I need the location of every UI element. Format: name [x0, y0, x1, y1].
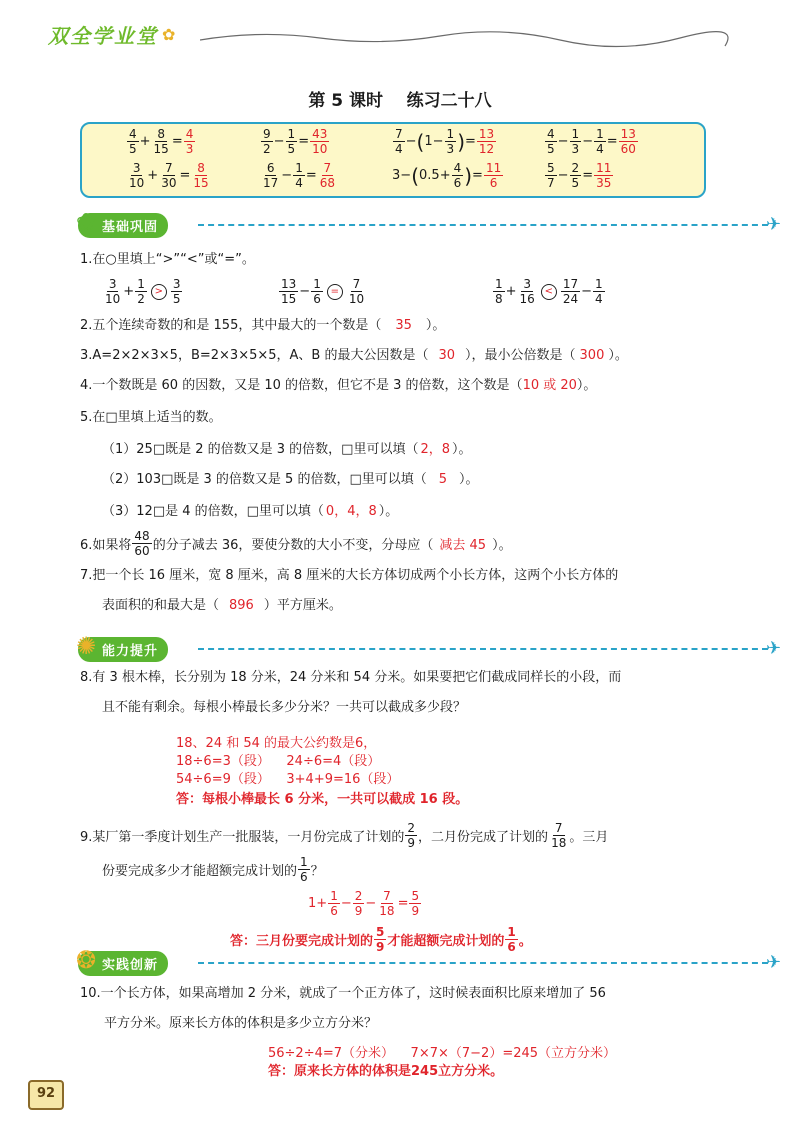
question-6: 6.如果将 48 60 的分子减去 36，要使分数的大小不变，分母应（ 减去 45 ）。 — [80, 529, 512, 558]
butterfly-icon: ✿ — [162, 24, 176, 44]
answer-blank[interactable]: 10 或 20 — [522, 378, 577, 393]
header-wave — [200, 26, 730, 50]
page-title: 第 5 课时 练习二十八 — [308, 91, 492, 111]
answer-blank[interactable]: 2，8 — [420, 442, 450, 457]
question-4: 4.一个数既是 60 的因数，又是 10 的倍数，但它不是 3 的倍数，这个数是（10 或 20）。 — [80, 378, 597, 393]
solution-10-1: 56÷2÷4=7（分米） 7×7×（7−2）=245（立方分米） — [268, 1046, 617, 1061]
section-basic: ❀ 基础巩固 ✈ — [76, 208, 782, 236]
question-2: 2.五个连续奇数的和是 155，其中最大的一个数是（ 35 ）。 — [80, 318, 446, 333]
warmup-item: 3 10 + $\frac{7}{30}$ = $\frac{8}{15}$ — [129, 161, 209, 190]
warmup-item: 4 5 − $\frac{1}{3}$ − $\frac{1}{4}$ = $\frac{13}{60}$ — [547, 127, 636, 156]
question-7-line2: 表面积的和最大是（ 896 ）平方厘米。 — [102, 598, 342, 613]
solution-10-2: 答：原来长方体的体积是245立方分米。 — [268, 1064, 504, 1079]
plant-mascot-icon: ❀ — [76, 208, 97, 236]
solution-8-3: 54÷6=9（段） 3+4+9=16（段） — [176, 772, 400, 787]
answer-blank[interactable]: 300 — [579, 348, 605, 363]
bee-mascot-icon: ✺ — [76, 632, 97, 660]
question-7: 7.把一个长 16 厘米，宽 8 厘米，高 8 厘米的大长方体切成两个小长方体，这两个小长方体的 — [80, 568, 619, 583]
answer-circle[interactable]: < — [541, 284, 557, 300]
question-8: 8.有 3 根木棒，长分别为 18 分米，24 分米和 54 分米。如果要把它们截成同样长的小段，而 — [80, 670, 622, 685]
answer-circle[interactable]: > — [151, 284, 167, 300]
snail-mascot-icon: ❂ — [76, 946, 97, 974]
question-8-line2: 且不能有剩余。每根小棒最长多少分米？一共可以截成多少段？ — [102, 700, 467, 715]
answer-blank[interactable]: 0，4，8 — [325, 504, 377, 519]
warmup-item: 3 − ( 0.5 + $\frac{4}{6}$ ) = $\frac{11}{6}$ — [392, 161, 502, 190]
compare-item: 13 15 − $\frac{1}{6}$ = $\frac{7}{10}$ — [281, 277, 365, 306]
solution-9-eq: 1 + $\frac{1}{6}$ − $\frac{2}{9}$ − $\frac{7}{18}$ = $\frac{5}{9}$ — [308, 889, 420, 918]
solution-8-1: 18、24 和 54 的最大公约数是6， — [176, 736, 377, 751]
warmup-item: 4 5 + $\frac{8}{15}$ = $\frac{4}{3}$ — [129, 127, 194, 156]
solution-9-answer: 答：三月份要完成计划的 5 9 才能超额完成计划的 1 6 。 — [230, 925, 532, 954]
question-9: 9.某厂第一季度计划生产一批服装，一月份完成了计划的 2 9 ，二月份完成了计划的 7 18 。三月 — [80, 821, 609, 850]
warmup-item: 5 7 − $\frac{2}{5}$ = $\frac{11}{35}$ — [547, 161, 612, 190]
plane-arrow-icon: ✈ — [766, 638, 782, 659]
answer-blank[interactable]: 35 — [395, 318, 412, 333]
compare-item: 1 8 + $\frac{3}{16}$ < 17 24 − $\frac{1}{4}$ — [495, 277, 603, 306]
warmup-item: 7 4 − ( 1 − $\frac{1}{3}$ ) = $\frac{13}{12}$ — [395, 127, 495, 156]
warmup-item: 9 2 − $\frac{1}{5}$ = $\frac{43}{10}$ — [263, 127, 328, 156]
answer-blank[interactable]: 896 — [229, 598, 254, 613]
page-number: 92 — [28, 1080, 64, 1110]
question-5-3: （3）12□是 4 的倍数，□里可以填（ 0，4，8 ）。 — [102, 504, 399, 519]
header-logo — [48, 20, 175, 48]
question-5: 5.在□里填上适当的数。 — [80, 410, 222, 425]
answer-blank[interactable]: 5 — [438, 472, 448, 487]
plane-arrow-icon: ✈ — [766, 952, 782, 973]
question-1: 1.在○里填上“>”“<”或“=”。 — [80, 252, 255, 267]
answer-circle[interactable]: = — [327, 284, 343, 300]
question-3: 3.A=2×2×3×5，B=2×3×5×5，A、B 的最大公因数是（ 30 ），最小公倍数是（ 300 ）。 — [80, 348, 628, 363]
compare-item: 3 10 + $\frac{1}{2}$ > 3 5 — [105, 277, 181, 306]
question-5-1: （1）25□既是 2 的倍数又是 3 的倍数，□里可以填（ 2，8 ）。 — [102, 442, 472, 457]
section-practice: ❂ 实践创新 ✈ — [76, 946, 782, 974]
plane-arrow-icon: ✈ — [766, 214, 782, 235]
section-ability: ✺ 能力提升 ✈ — [76, 632, 782, 660]
answer-blank[interactable]: 减去 45 — [439, 538, 487, 553]
solution-8-4: 答：每根小棒最长 6 分米，一共可以截成 16 段。 — [176, 792, 469, 807]
solution-8-2: 18÷6=3（段） 24÷6=4（段） — [176, 754, 381, 769]
warmup-item: 6 17 − $\frac{1}{4}$ = $\frac{7}{68}$ — [263, 161, 336, 190]
logo-text: 双全学业堂 — [48, 23, 158, 48]
question-9-line2: 份要完成多少才能超额完成计划的 1 6 ？ — [102, 855, 324, 884]
question-10-line2: 平方分米。原来长方体的体积是多少立方分米？ — [104, 1016, 378, 1031]
question-5-2: （2）103□既是 3 的倍数又是 5 的倍数，□里可以填（ 5 ）。 — [102, 472, 479, 487]
answer-blank[interactable]: 30 — [438, 348, 456, 363]
question-10: 10.一个长方体，如果高增加 2 分米，就成了一个正方体了，这时候表面积比原来增加了 56 — [80, 986, 606, 1001]
